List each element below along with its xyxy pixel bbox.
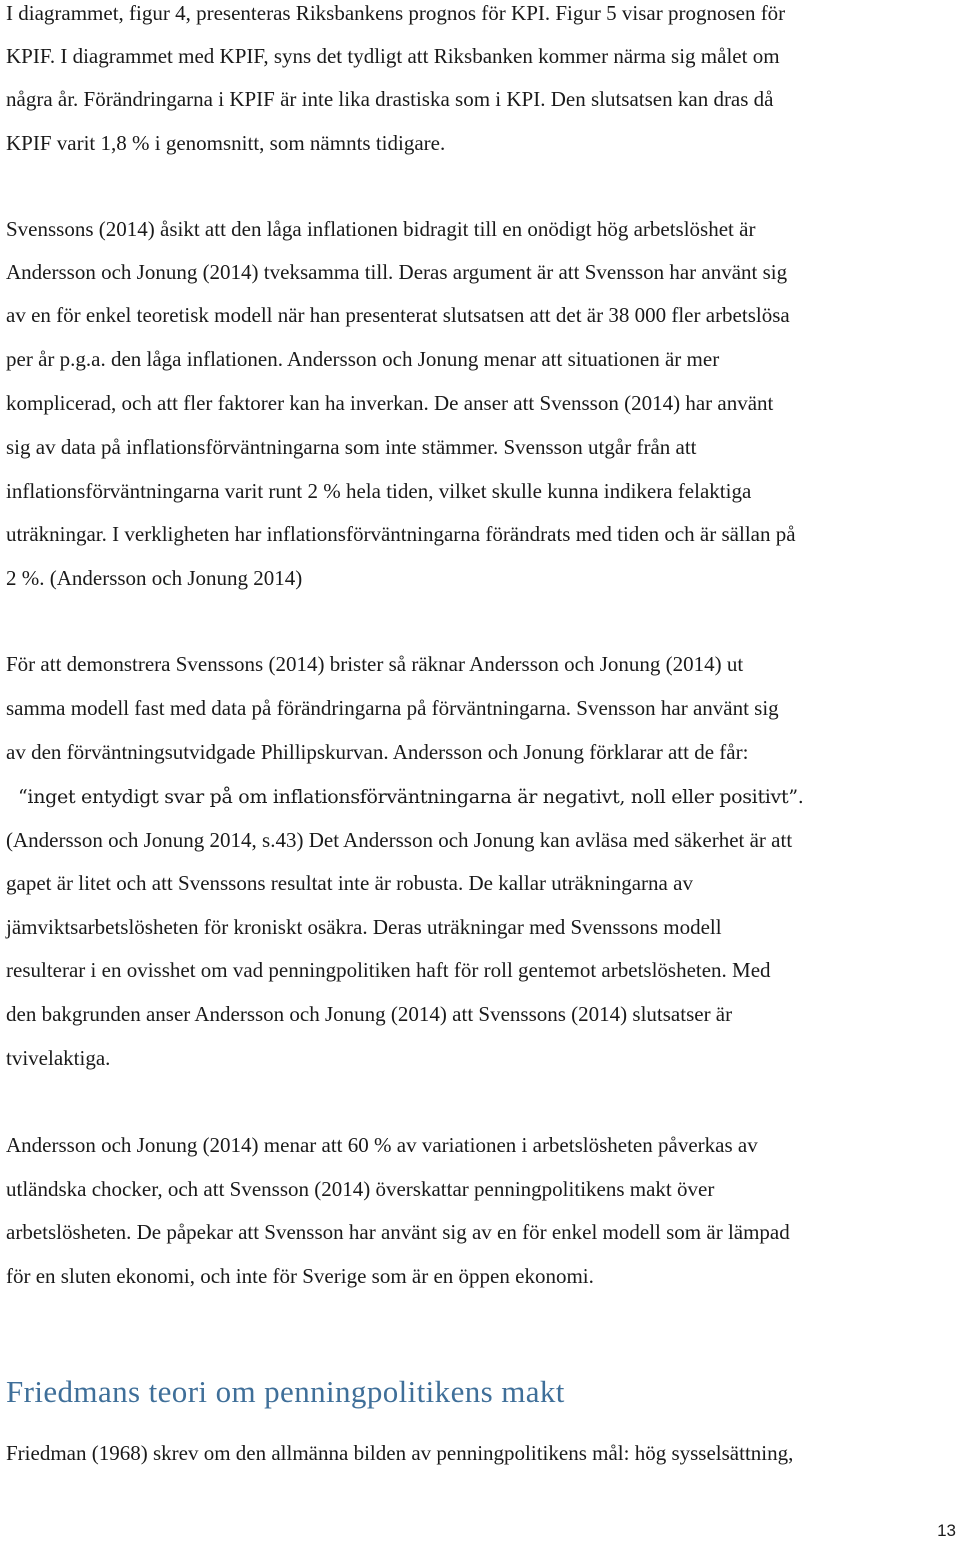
- paragraph-4-line-1: Andersson och Jonung (2014) menar att 60 % av variationen i arbetslösheten påverkas av: [6, 1133, 758, 1157]
- paragraph-4-line-3: arbetslösheten. De påpekar att Svensson har använt sig av en för enkel modell som är lämpad: [6, 1220, 790, 1244]
- paragraph-3-line-5: (Andersson och Jonung 2014, s.43) Det Andersson och Jonung kan avläsa med säkerhet är att: [6, 828, 793, 852]
- paragraph-3-line-7: jämviktsarbetslösheten för kroniskt osäkra. Deras uträkningar med Svenssons modell: [6, 915, 722, 939]
- quoted-statement: [18, 783, 804, 810]
- paragraph-1-line-1: I diagrammet, figur 4, presenteras Riksbankens prognos för KPI. Figur 5 visar prognosen för: [6, 1, 786, 25]
- paragraph-3-line-9: den bakgrunden anser Andersson och Jonung (2014) att Svenssons (2014) slutsatser är: [6, 1002, 733, 1026]
- quote-open-mark: “: [18, 786, 28, 808]
- paragraph-2-line-7: inflationsförväntningarna varit runt 2 % hela tiden, vilket skulle kunna indikera felaktiga: [6, 479, 752, 503]
- paragraph-1-line-3: några år. Förändringarna i KPIF är inte lika drastiska som i KPI. Den slutsatsen kan dras då: [6, 87, 774, 111]
- paragraph-3-line-6: gapet är litet och att Svenssons resultat inte är robusta. De kallar uträkningarna av: [6, 871, 693, 895]
- quote-text: inget entydigt svar på om inflationsförväntningarna är negativt, noll eller positivt: [27, 786, 789, 808]
- paragraph-2-line-1: Svenssons (2014) åsikt att den låga inflationen bidragit till en onödigt hög arbetslöshet är: [6, 217, 756, 241]
- paragraph-3-line-3: av den förväntningsutvidgade Phillipskurvan. Andersson och Jonung förklarar att de får:: [6, 740, 749, 764]
- paragraph-2-line-9: 2 %. (Andersson och Jonung 2014): [6, 566, 303, 590]
- paragraph-3-line-10: tvivelaktiga.: [6, 1046, 111, 1070]
- paragraph-1-line-2: KPIF. I diagrammet med KPIF, syns det tydligt att Riksbanken kommer närma sig målet om: [6, 44, 780, 68]
- paragraph-2-line-8: uträkningar. I verkligheten har inflationsförväntningarna förändrats med tiden och är sällan på: [6, 522, 796, 546]
- quote-close-mark: ”.: [788, 786, 804, 808]
- section-heading: Friedmans teori om penningpolitikens makt: [6, 1374, 565, 1409]
- paragraph-5-line-1: Friedman (1968) skrev om den allmänna bilden av penningpolitikens mål: hög sysselsättning,: [6, 1441, 794, 1465]
- paragraph-4-line-4: för en sluten ekonomi, och inte för Sverige som är en öppen ekonomi.: [6, 1264, 594, 1288]
- paragraph-2-line-4: per år p.g.a. den låga inflationen. Andersson och Jonung menar att situationen är mer: [6, 347, 720, 371]
- page-number: 13: [937, 1521, 956, 1540]
- paragraph-2-line-2: Andersson och Jonung (2014) tveksamma till. Deras argument är att Svensson har använt sig: [6, 260, 788, 284]
- paragraph-2-line-6: sig av data på inflationsförväntningarna som inte stämmer. Svensson utgår från att: [6, 435, 697, 459]
- paragraph-2-line-3: av en för enkel teoretisk modell när han presenterat slutsatsen att det är 38 000 fler arbetslösa: [6, 303, 790, 327]
- paragraph-3-line-1: För att demonstrera Svenssons (2014) brister så räknar Andersson och Jonung (2014) ut: [6, 652, 744, 676]
- paragraph-3-line-8: resulterar i en ovisshet om vad penningpolitiken haft för roll gentemot arbetslösheten. Med: [6, 958, 771, 982]
- paragraph-1-line-4: KPIF varit 1,8 % i genomsnitt, som nämnts tidigare.: [6, 131, 446, 155]
- paragraph-3-line-2: samma modell fast med data på förändringarna på förväntningarna. Svensson har använt sig: [6, 696, 779, 720]
- paragraph-4-line-2: utländska chocker, och att Svensson (2014) överskattar penningpolitikens makt över: [6, 1177, 715, 1201]
- paragraph-2-line-5: komplicerad, och att fler faktorer kan ha inverkan. De anser att Svensson (2014) har använt: [6, 391, 774, 415]
